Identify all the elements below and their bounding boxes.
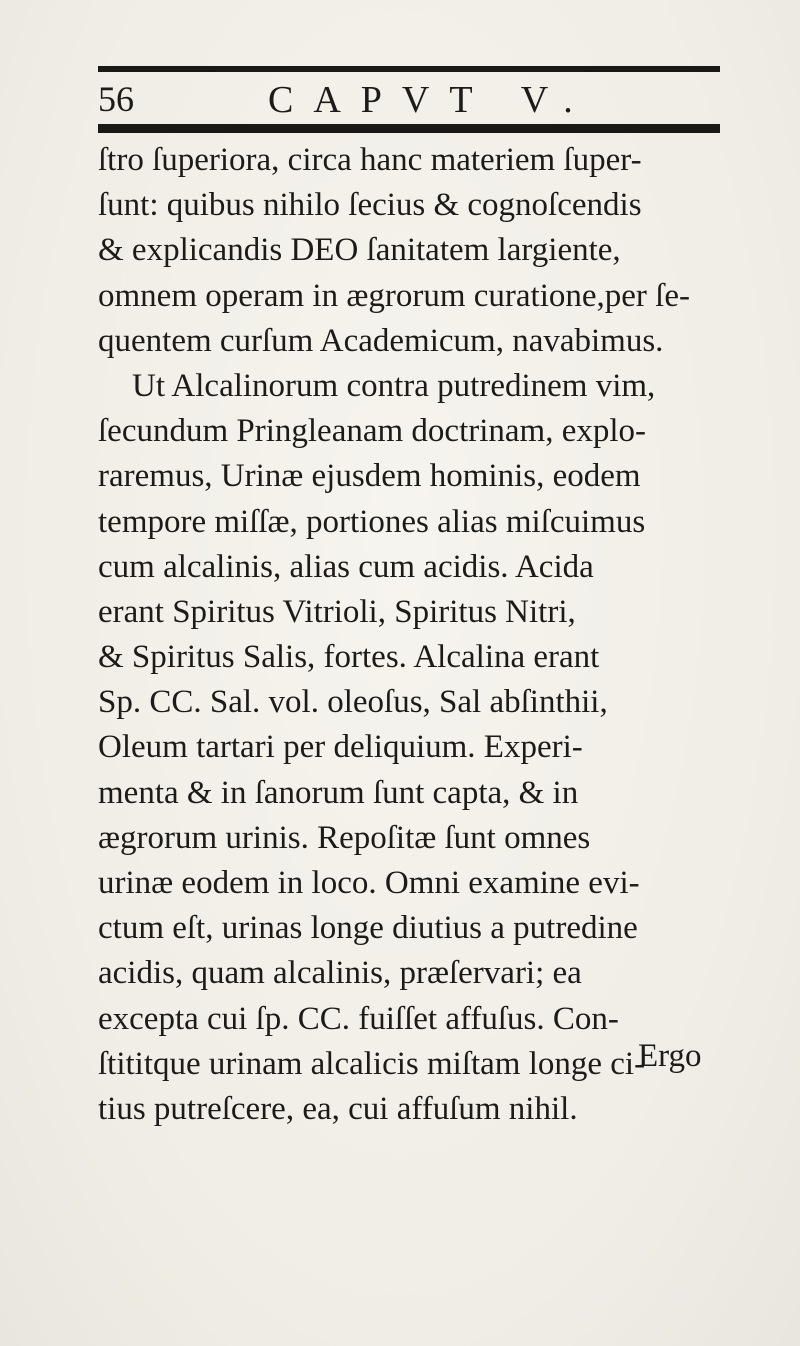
text-line: ægrorum urinis. Repoſitæ ſunt omnes	[98, 819, 591, 856]
body-text	[98, 138, 738, 1132]
header-rule-top	[98, 66, 720, 72]
text-line: ſtititque urinam alcalicis miſtam longe ci-	[98, 1045, 646, 1082]
text-line: Sp. CC. Sal. vol. oleoſus, Sal abſinthii,	[98, 684, 608, 721]
text-line: erant Spiritus Vitrioli, Spiritus Nitri,	[98, 593, 576, 630]
text-line: ſtro ſuperiora, circa hanc materiem ſuper-	[98, 142, 642, 178]
text-line: & explicandis DEO ſanitatem largiente,	[98, 232, 621, 269]
text-line: Ut Alcalinorum contra putredinem vim,	[132, 367, 656, 404]
text-line: tempore miſſæ, portiones alias miſcuimus	[98, 503, 646, 540]
text-line: quentem curſum Academicum, navabimus.	[98, 322, 664, 359]
text-line: ctum eſt, urinas longe diutius a putredine	[98, 910, 638, 947]
catchword: Ergo	[638, 1038, 702, 1074]
text-line: tius putreſcere, ea, cui affuſum nihil.	[98, 1090, 578, 1127]
running-title: CAPVT V.	[268, 79, 593, 121]
text-line: omnem operam in ægrorum curatione,per ſe-	[98, 277, 690, 314]
text-line: acidis, quam alcalinis, præſervari; ea	[98, 955, 582, 992]
text-line: cum alcalinis, alias cum acidis. Acida	[98, 548, 594, 585]
text-line: urinæ eodem in loco. Omni examine evi-	[98, 865, 640, 901]
text-line: ſunt: quibus nihilo ſecius & cognoſcendis	[98, 187, 642, 224]
page-number: 56	[98, 79, 134, 119]
text-line: excepta cui ſp. CC. fuiſſet affuſus. Con-	[98, 1000, 619, 1037]
text-line: raremus, Urinæ ejusdem hominis, eodem	[98, 458, 641, 495]
text-line: menta & in ſanorum ſunt capta, & in	[98, 774, 579, 811]
text-line: Oleum tartari per deliquium. Experi-	[98, 729, 583, 766]
header-rule-bottom	[98, 124, 720, 133]
text-line: ſecundum Pringleanam doctrinam, explo-	[98, 413, 647, 450]
text-line: & Spiritus Salis, fortes. Alcalina erant	[98, 639, 600, 676]
page-header	[98, 74, 720, 130]
